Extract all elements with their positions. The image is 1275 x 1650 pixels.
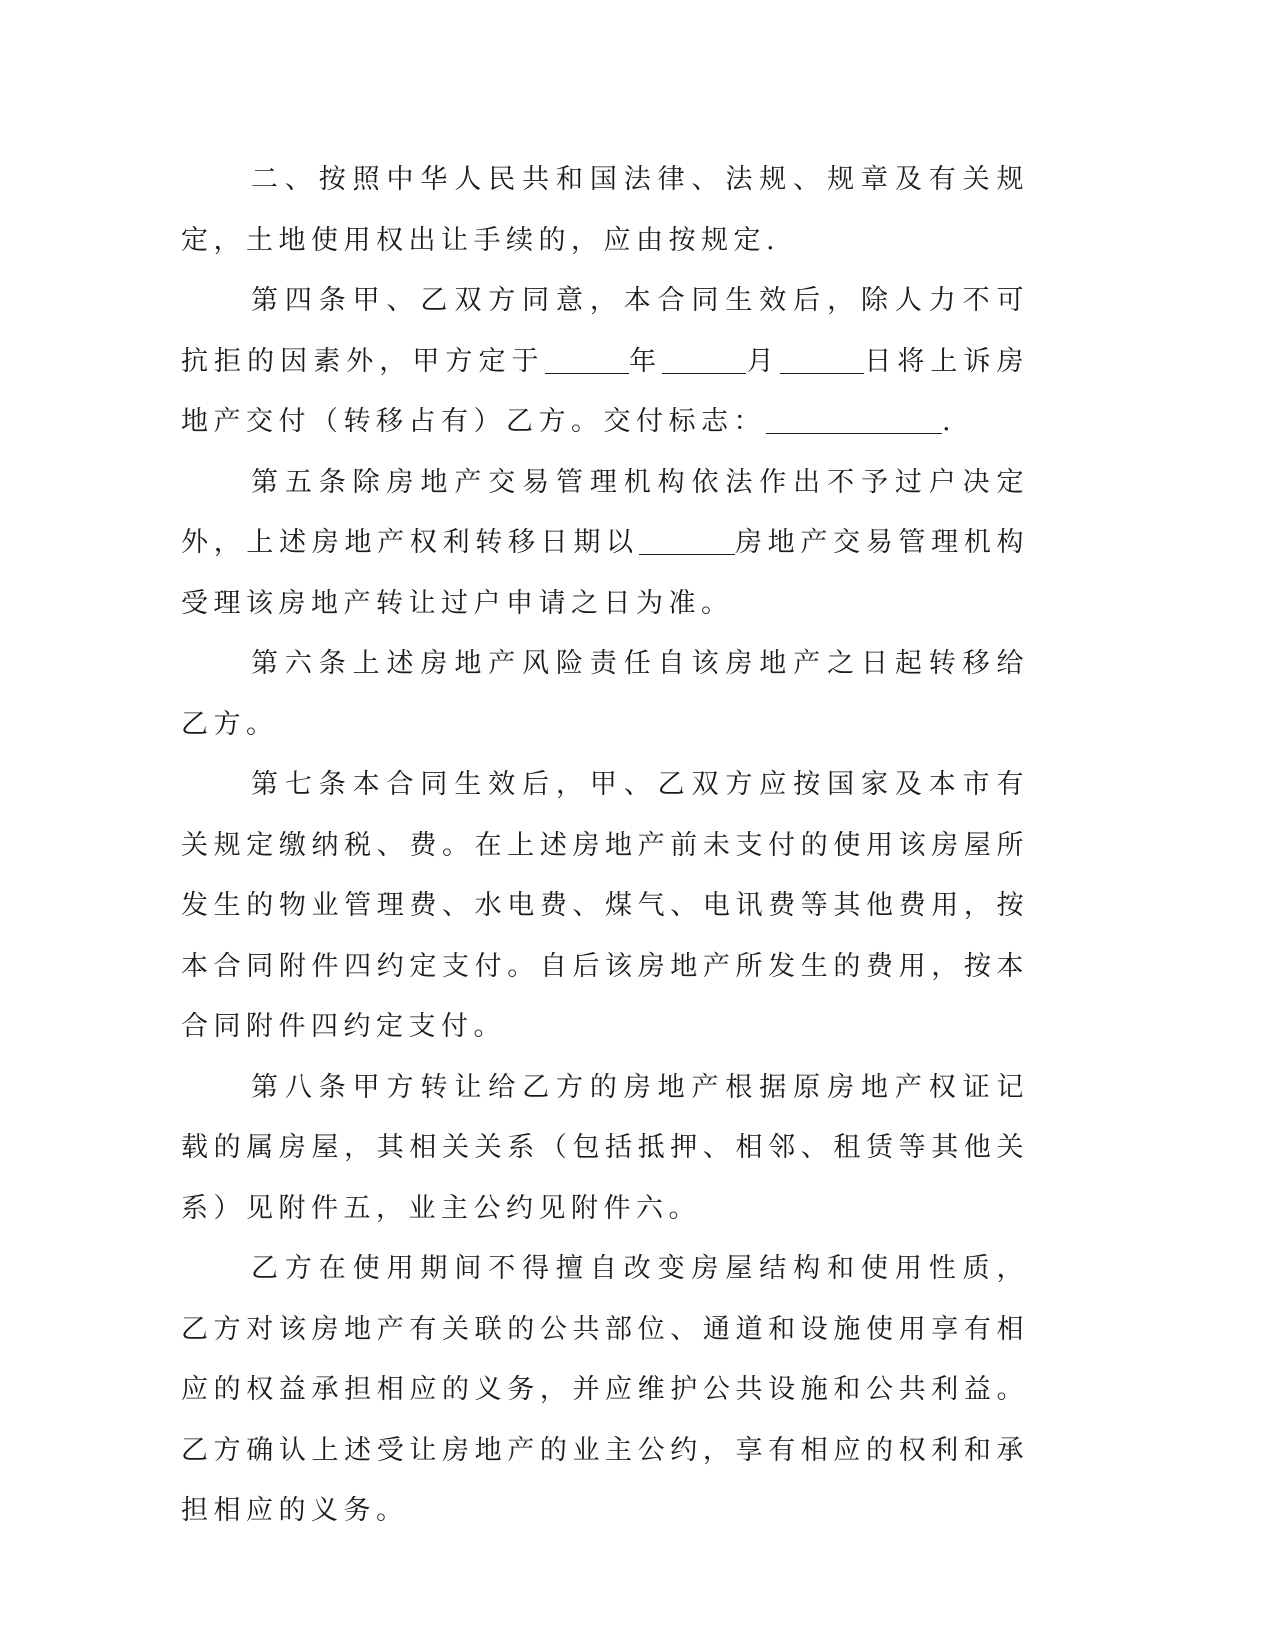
article-4-year-label: 年 — [628, 345, 663, 377]
paragraph-article-6-risk: 第六条上述房地产风险责任自该房地产之日起转移给乙方。 — [181, 648, 1029, 740]
paragraph-party-b-obligations: 乙方在使用期间不得擅自改变房屋结构和使用性质，乙方对该房地产有关联的公共部位、通道和设施使用享有相应的权益承担相应的义务，并应维护公共设施和公共利益。乙方确认上述受让房地产的业主公约，享有相应的权利和承担相应的义务。 — [181, 1253, 1029, 1526]
paragraph-land-use-rights: 二、按照中华人民共和国法律、法规、规章及有关规定，土地使用权出让手续的，应由按规定. — [181, 164, 1029, 256]
article-4-month-label: 月 — [746, 345, 780, 377]
day-blank — [780, 343, 864, 374]
article-4-text-d: 日将上诉房地产交付（转移占有）乙方。交付标志： — [181, 345, 1030, 437]
year-blank — [545, 343, 629, 374]
document-page — [181, 150, 1029, 1542]
month-blank — [662, 343, 746, 374]
article-4-text-a: 第四条甲、乙双方同意，本合同生效后，除人力不可抗拒的因素外，甲方定于 — [181, 285, 1029, 377]
paragraph-article-4-delivery — [181, 271, 1029, 453]
paragraph-article-8-relations: 第八条甲方转让给乙方的房地产根据原房地产权证记载的属房屋，其相关关系（包括抵押、相邻、租赁等其他关系）见附件五，业主公约见附件六。 — [181, 1071, 1029, 1224]
paragraph-article-5-transfer-date — [181, 453, 1029, 635]
delivery-mark-blank — [766, 403, 942, 434]
article-4-text-e: . — [942, 406, 957, 437]
paragraph-article-7-taxes-fees: 第七条本合同生效后，甲、乙双方应按国家及本市有关规定缴纳税、费。在上述房地产前未支付的使用该房屋所发生的物业管理费、水电费、煤气、电讯费等其他费用，按本合同附件四约定支付。自后该房地产所发生的费用，按本合同附件四约定支付。 — [181, 769, 1029, 1042]
transfer-date-blank — [639, 524, 735, 555]
article-5-text-b: 房地产交易管理机构受理该房地产转让过户申请之日为准。 — [181, 527, 1030, 619]
article-5-text-a: 第五条除房地产交易管理机构依法作出不予过户决定外，上述房地产权利转移日期以 — [181, 466, 1029, 558]
